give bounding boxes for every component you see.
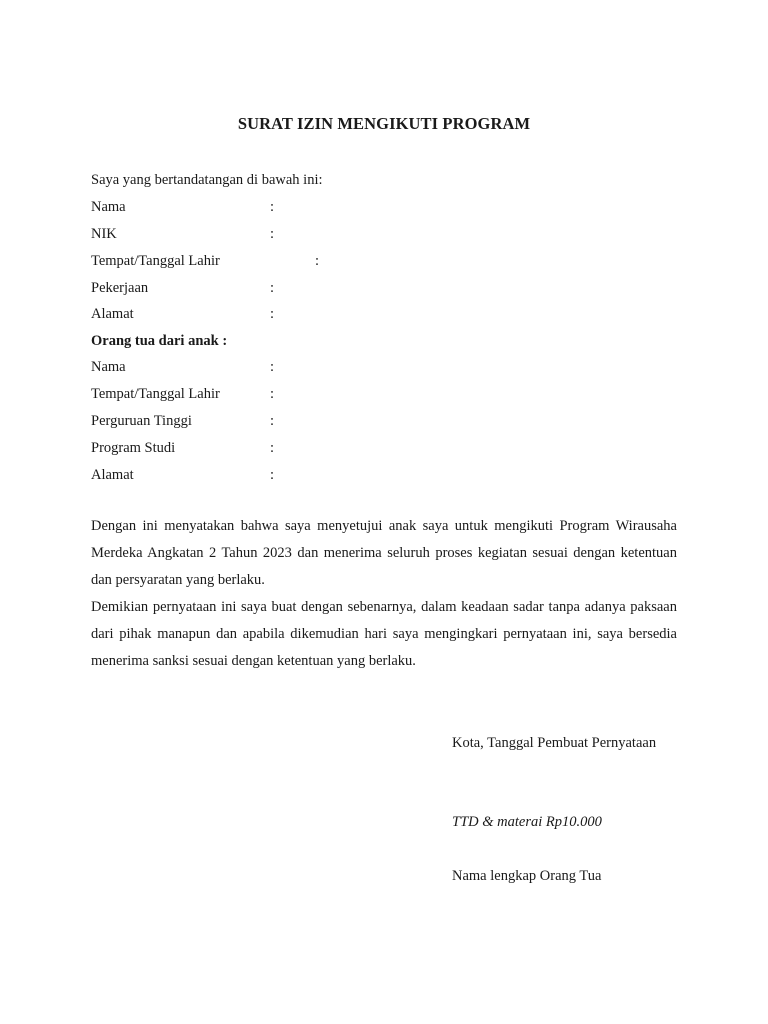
field-colon: : — [270, 306, 275, 322]
field-colon: : — [315, 253, 320, 269]
child-field-label-tempat-tanggal-lahir: Tempat/Tanggal Lahir — [91, 386, 220, 402]
field-colon: : — [270, 386, 275, 402]
document-title: SURAT IZIN MENGIKUTI PROGRAM — [237, 114, 531, 133]
signature-stamp-note: TTD & materai Rp10.000 — [452, 814, 602, 830]
field-colon: : — [270, 199, 275, 215]
intro-text: Saya yang bertandatangan di bawah ini: — [91, 172, 323, 188]
child-field-label-program-studi: Program Studi — [91, 440, 176, 456]
declaration-paragraph: Demikian pernyataan ini saya buat dengan sebenarnya, dalam keadaan sadar tanpa adanya paksaan dari pihak manapun dan apabila dikemudian hari saya mengingkari pernyataan ini, saya bersedia menerima sanksi sesuai dengan ketentuan yang berlaku. — [91, 599, 677, 669]
field-colon: : — [270, 440, 275, 456]
field-colon: : — [270, 359, 275, 375]
field-colon: : — [270, 413, 275, 429]
consent-paragraph: Dengan ini menyatakan bahwa saya menyetujui anak saya untuk mengikuti Program Wirausaha Merdeka Angkatan 2 Tahun 2023 dan menerima seluruh proses kegiatan sesuai dengan ketentuan dan persyaratan yang berlaku. — [91, 518, 677, 588]
child-field-label-alamat: Alamat — [91, 467, 134, 483]
child-field-label-nama: Nama — [91, 359, 126, 375]
field-colon: : — [270, 280, 275, 296]
field-label-pekerjaan: Pekerjaan — [91, 280, 149, 296]
field-label-alamat: Alamat — [91, 306, 134, 322]
child-field-label-perguruan-tinggi: Perguruan Tinggi — [91, 413, 192, 429]
field-colon: : — [270, 467, 275, 483]
child-heading: Orang tua dari anak : — [91, 333, 228, 349]
field-label-tempat-tanggal-lahir: Tempat/Tanggal Lahir — [91, 253, 220, 269]
field-label-nik: NIK — [91, 226, 117, 242]
field-label-nama: Nama — [91, 199, 126, 215]
signature-place-date: Kota, Tanggal Pembuat Pernyataan — [452, 735, 657, 751]
signature-name: Nama lengkap Orang Tua — [452, 868, 602, 884]
field-colon: : — [270, 226, 275, 242]
